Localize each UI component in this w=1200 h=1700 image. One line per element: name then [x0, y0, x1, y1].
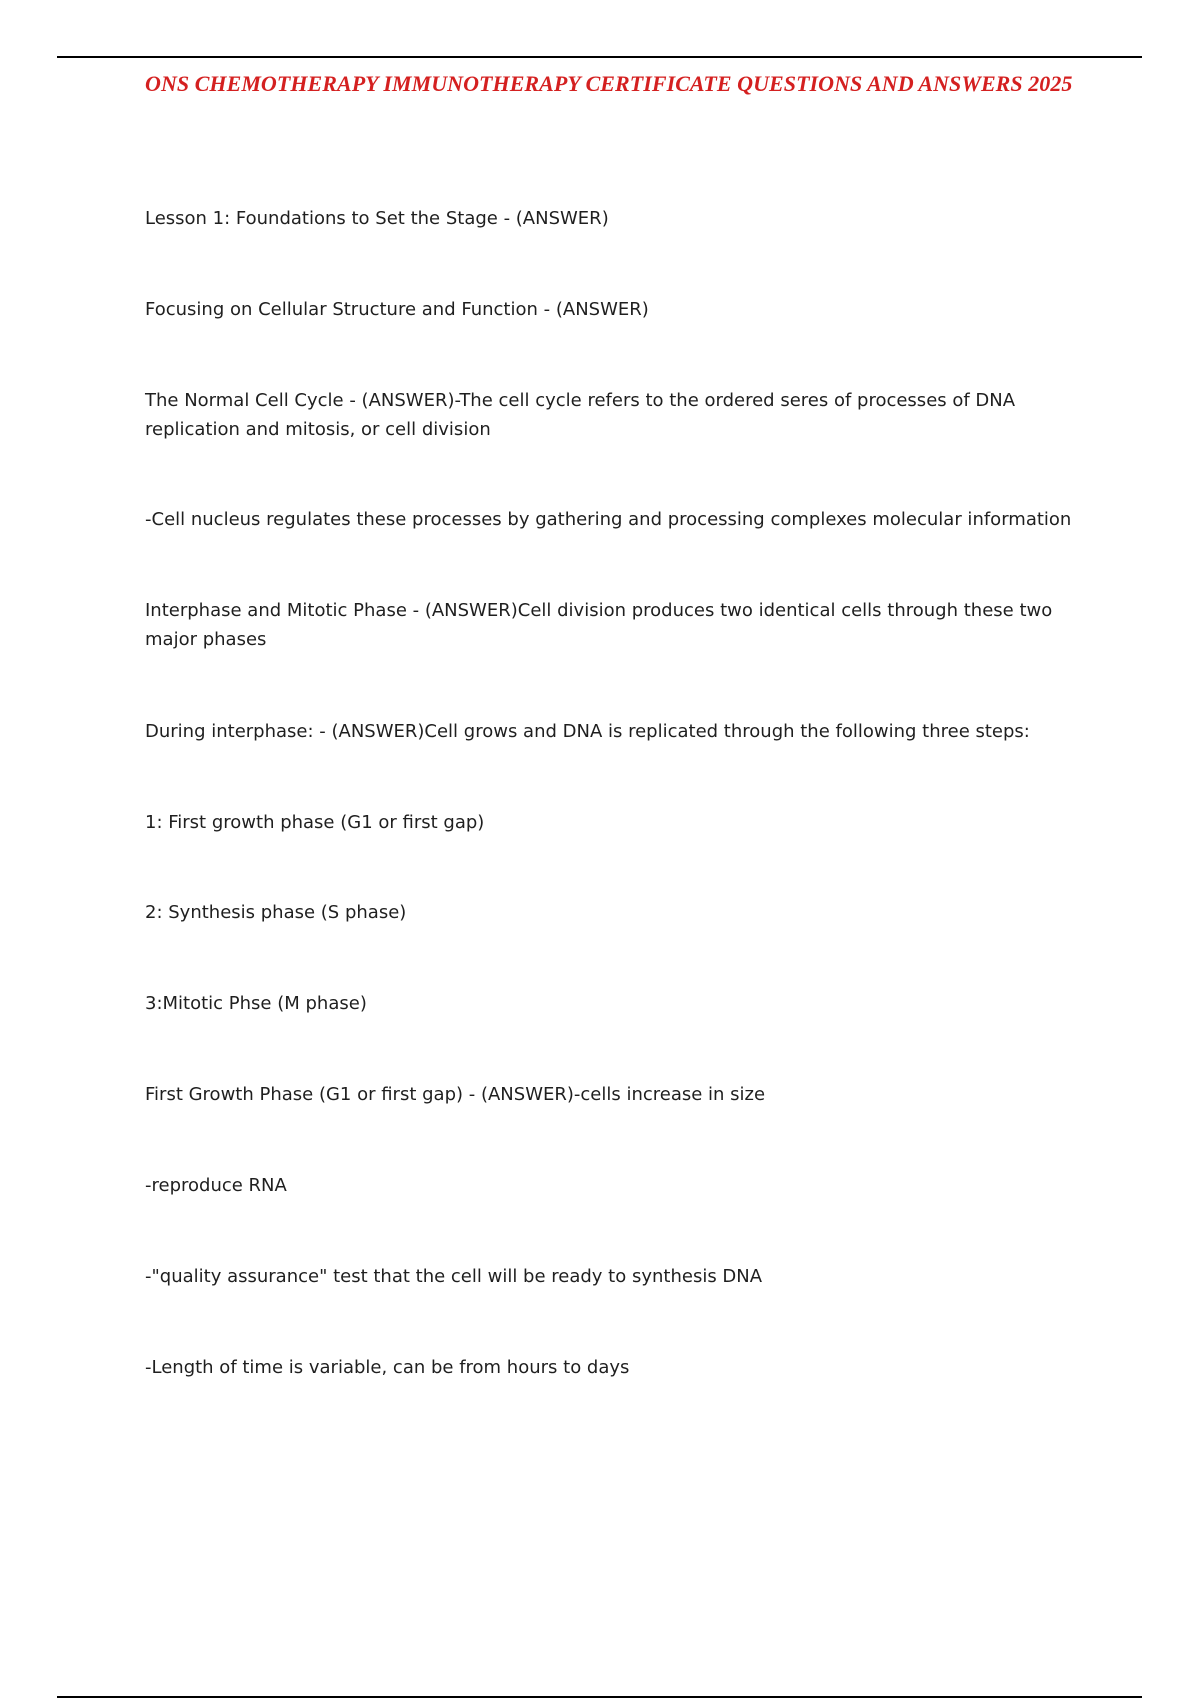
qa-entry: 2: Synthesis phase (S phase)	[145, 902, 407, 923]
qa-entry: -reproduce RNA	[145, 1175, 287, 1196]
qa-entry: Focusing on Cellular Structure and Function - (ANSWER)	[145, 299, 649, 320]
qa-entry: -Length of time is variable, can be from hours to days	[145, 1357, 630, 1378]
qa-entry: 1: First growth phase (G1 or first gap)	[145, 812, 485, 833]
header-rule	[57, 56, 1142, 58]
document-title: ONS CHEMOTHERAPY IMMUNOTHERAPY CERTIFICATE QUESTIONS AND ANSWERS 2025	[145, 71, 1073, 96]
qa-entry: Interphase and Mitotic Phase - (ANSWER)Cell division produces two identical cells through these two major phases	[145, 600, 1053, 650]
qa-entry: -Cell nucleus regulates these processes by gathering and processing complexes molecular information	[145, 509, 1072, 530]
qa-entry: -"quality assurance" test that the cell will be ready to synthesis DNA	[145, 1266, 763, 1287]
qa-entry: Lesson 1: Foundations to Set the Stage - (ANSWER)	[145, 208, 609, 229]
qa-entry: During interphase: - (ANSWER)Cell grows and DNA is replicated through the following three steps:	[145, 721, 1030, 742]
qa-entry: The Normal Cell Cycle - (ANSWER)-The cell cycle refers to the ordered seres of processes of DNA replication and mitosis, or cell division	[145, 390, 1016, 440]
footer-rule	[57, 1696, 1142, 1698]
qa-entry: First Growth Phase (G1 or first gap) - (ANSWER)-cells increase in size	[145, 1084, 766, 1105]
qa-entry: 3:Mitotic Phse (M phase)	[145, 993, 367, 1014]
